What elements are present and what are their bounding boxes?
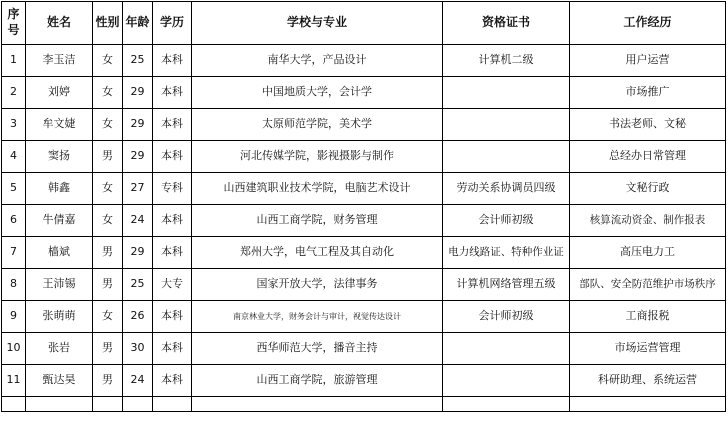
- cell-age: 25: [123, 45, 153, 77]
- cell-name: 张萌萌: [26, 301, 93, 333]
- table-row: [2, 365, 726, 397]
- cell-certificate: 计算机二级: [443, 45, 570, 77]
- cell-age: 30: [123, 333, 153, 365]
- cell-index: 11: [2, 365, 26, 397]
- cell-certificate: 会计师初级: [443, 301, 570, 333]
- header-age: 年龄: [123, 2, 153, 45]
- cell-age: 27: [123, 173, 153, 205]
- cell-education: 本科: [153, 109, 192, 141]
- cell-education: 本科: [153, 45, 192, 77]
- cell-index: 1: [2, 45, 26, 77]
- cell-school-major: 山西工商学院，旅游管理: [192, 365, 443, 397]
- cell-certificate: [443, 141, 570, 173]
- table-row: [2, 109, 726, 141]
- cell-index: 2: [2, 77, 26, 109]
- cell-index: 3: [2, 109, 26, 141]
- cell-school-major: 山西建筑职业技术学院，电脑艺术设计: [192, 173, 443, 205]
- cell-education: 本科: [153, 301, 192, 333]
- cell-school-major: 山西工商学院，财务管理: [192, 205, 443, 237]
- cell-index: 6: [2, 205, 26, 237]
- cell-name: 甄达昊: [26, 365, 93, 397]
- table-body: [2, 45, 726, 412]
- header-index: 序号: [2, 2, 26, 45]
- cell-experience: 书法老师、文秘: [570, 109, 726, 141]
- empty-row: [2, 397, 726, 412]
- cell-certificate: 电力线路证、特种作业证: [443, 237, 570, 269]
- cell-school-major: 南华大学，产品设计: [192, 45, 443, 77]
- cell-experience: 文秘行政: [570, 173, 726, 205]
- cell-gender: 女: [93, 173, 123, 205]
- cell-age: 24: [123, 205, 153, 237]
- cell-education: 本科: [153, 205, 192, 237]
- cell-education: 本科: [153, 365, 192, 397]
- cell-gender: 男: [93, 365, 123, 397]
- table-row: [2, 45, 726, 77]
- cell-name: 王沛锡: [26, 269, 93, 301]
- empty-cell: [570, 397, 726, 412]
- table-row: [2, 237, 726, 269]
- cell-age: 29: [123, 109, 153, 141]
- empty-cell: [443, 397, 570, 412]
- cell-index: 9: [2, 301, 26, 333]
- cell-age: 25: [123, 269, 153, 301]
- cell-certificate: 劳动关系协调员四级: [443, 173, 570, 205]
- header-certificate: 资格证书: [443, 2, 570, 45]
- cell-certificate: [443, 77, 570, 109]
- cell-name: 刘婷: [26, 77, 93, 109]
- cell-gender: 女: [93, 109, 123, 141]
- cell-education: 专科: [153, 173, 192, 205]
- cell-index: 5: [2, 173, 26, 205]
- cell-gender: 男: [93, 269, 123, 301]
- cell-education: 本科: [153, 237, 192, 269]
- cell-experience: 工商报税: [570, 301, 726, 333]
- table-row: [2, 173, 726, 205]
- cell-index: 4: [2, 141, 26, 173]
- cell-age: 26: [123, 301, 153, 333]
- cell-name: 张岩: [26, 333, 93, 365]
- cell-name: 牟文婕: [26, 109, 93, 141]
- header-name: 姓名: [26, 2, 93, 45]
- header-experience: 工作经历: [570, 2, 726, 45]
- cell-gender: 男: [93, 333, 123, 365]
- cell-index: 10: [2, 333, 26, 365]
- cell-gender: 女: [93, 205, 123, 237]
- cell-experience: 市场运营管理: [570, 333, 726, 365]
- cell-name: 窦扬: [26, 141, 93, 173]
- empty-cell: [26, 397, 93, 412]
- cell-name: 韩鑫: [26, 173, 93, 205]
- table-row: [2, 301, 726, 333]
- cell-age: 29: [123, 237, 153, 269]
- cell-school-major: 太原师范学院，美术学: [192, 109, 443, 141]
- cell-experience: 科研助理、系统运营: [570, 365, 726, 397]
- table-header: [2, 2, 726, 45]
- cell-certificate: 计算机网络管理五级: [443, 269, 570, 301]
- empty-cell: [93, 397, 123, 412]
- cell-certificate: [443, 333, 570, 365]
- cell-education: 本科: [153, 77, 192, 109]
- cell-school-major: 郑州大学，电气工程及其自动化: [192, 237, 443, 269]
- cell-experience: 高压电力工: [570, 237, 726, 269]
- cell-education: 本科: [153, 333, 192, 365]
- cell-gender: 男: [93, 141, 123, 173]
- cell-certificate: [443, 109, 570, 141]
- cell-school-major: 西华师范大学，播音主持: [192, 333, 443, 365]
- cell-school-major: 南京林业大学，财务会计与审计，视觉传达设计: [192, 301, 443, 333]
- empty-cell: [2, 397, 26, 412]
- header-school-major: 学校与专业: [192, 2, 443, 45]
- table-row: [2, 77, 726, 109]
- candidate-table: [1, 1, 726, 412]
- cell-gender: 女: [93, 45, 123, 77]
- header-education: 学历: [153, 2, 192, 45]
- cell-gender: 男: [93, 237, 123, 269]
- cell-age: 24: [123, 365, 153, 397]
- header-gender: 性别: [93, 2, 123, 45]
- cell-experience: 市场推广: [570, 77, 726, 109]
- cell-experience: 总经办日常管理: [570, 141, 726, 173]
- cell-school-major: 中国地质大学，会计学: [192, 77, 443, 109]
- table-row: [2, 333, 726, 365]
- cell-name: 樯斌: [26, 237, 93, 269]
- cell-gender: 女: [93, 77, 123, 109]
- page: [0, 1, 728, 428]
- cell-school-major: 河北传媒学院，影视摄影与制作: [192, 141, 443, 173]
- cell-age: 29: [123, 77, 153, 109]
- cell-certificate: 会计师初级: [443, 205, 570, 237]
- cell-age: 29: [123, 141, 153, 173]
- cell-certificate: [443, 365, 570, 397]
- cell-education: 本科: [153, 141, 192, 173]
- cell-experience: 用户运营: [570, 45, 726, 77]
- empty-cell: [192, 397, 443, 412]
- cell-index: 7: [2, 237, 26, 269]
- cell-name: 牛倩嘉: [26, 205, 93, 237]
- cell-index: 8: [2, 269, 26, 301]
- cell-gender: 女: [93, 301, 123, 333]
- empty-cell: [153, 397, 192, 412]
- empty-cell: [123, 397, 153, 412]
- cell-experience: 部队、安全防范维护市场秩序: [570, 269, 726, 301]
- cell-education: 大专: [153, 269, 192, 301]
- table-row: [2, 269, 726, 301]
- cell-name: 李玉洁: [26, 45, 93, 77]
- cell-experience: 核算流动资金、制作报表: [570, 205, 726, 237]
- table-row: [2, 141, 726, 173]
- cell-school-major: 国家开放大学，法律事务: [192, 269, 443, 301]
- table-row: [2, 205, 726, 237]
